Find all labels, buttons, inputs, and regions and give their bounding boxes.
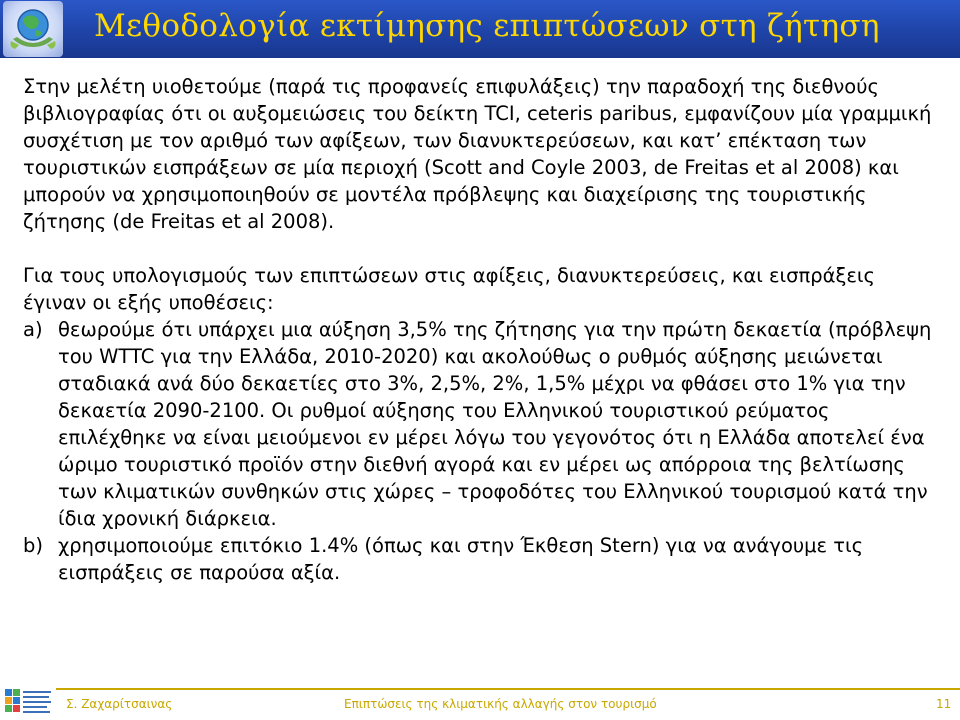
footer-author: Σ. Ζαχαρίτσαινας [66, 697, 173, 711]
assumptions-intro: Για τους υπολογισμούς των επιπτώσεων στις αφίξεις, διανυκτερεύσεις, και εισπράξεις έγιναν οι εξής υποθέσεις: [23, 264, 875, 314]
climate-earth-hands-icon [3, 1, 63, 57]
bank-of-greece-committee-logo-icon [4, 686, 54, 718]
list-item [23, 532, 943, 586]
list-marker: a) [23, 318, 43, 341]
slide-body [23, 73, 943, 586]
footer-presentation-title: Επιπτώσεις της κλιματικής αλλαγής στον τουρισμό [344, 697, 657, 711]
slide-title: Μεθοδολογία εκτίμησης επιπτώσεων στη ζήτηση [94, 8, 880, 44]
slide-header [0, 0, 960, 58]
footer-divider [56, 688, 960, 690]
list-item-text: θεωρούμε ότι υπάρχει μια αύξηση 3,5% της ζήτησης για την πρώτη δεκαετία (πρόβλεψη του WTTC για την Ελλάδα, 2010-2020) και ακολούθως ο ρυθμός αύξησης μειώνεται σταδιακά ανά δύο δεκαετίες στο 3%, 2,5%, 2%, 1,5% μέχρι να φθάσει στο 1% για την δεκαετία 2090-2100. Οι ρυθμοί αύξησης του Ελληνικού τουριστικού ρεύματος επιλέχθηκε να είναι μειούμενοι εν μέρει λόγω του γεγονότος ότι η Ελλάδα αποτελεί ένα ώριμο τουριστικό προϊόν στην διεθνή αγορά και εν μέρει ως απόρροια της βελτίωσης των κλιματικών συνθηκών στις χώρες – τροφοδότες του Ελληνικού τουρισμού κατά την ίδια χρονική διάρκεια. [58, 318, 932, 530]
list-marker: b) [23, 534, 43, 557]
paragraph-spacer [23, 235, 943, 262]
list-item [23, 316, 943, 532]
intro-paragraph: Στην μελέτη υιοθετούμε (παρά τις προφανείς επιφυλάξεις) την παραδοχή της διεθνούς βιβλιογραφίας ότι οι αυξομειώσεις του δείκτη TCI, ceteris paribus, εμφανίζουν μία γραμμική συσχέτιση με τον αριθμό των αφίξεων, των διανυκτερεύσεων, και κατ’ επέκταση των τουριστικών εισπράξεων σε μία περιοχή (Scott and Coyle 2003, de Freitas et al 2008) και μπορούν να χρησιμοποιηθούν σε μοντέλα πρόβλεψης και διαχείρισης της τουριστικής ζήτησης (de Freitas et al 2008). [23, 75, 932, 233]
list-item-text: χρησιμοποιούμε επιτόκιο 1.4% (όπως και στην Έκθεση Stern) για να ανάγουμε τις εισπράξεις σε παρούσα αξία. [58, 534, 864, 584]
slide-number: 11 [936, 697, 952, 711]
